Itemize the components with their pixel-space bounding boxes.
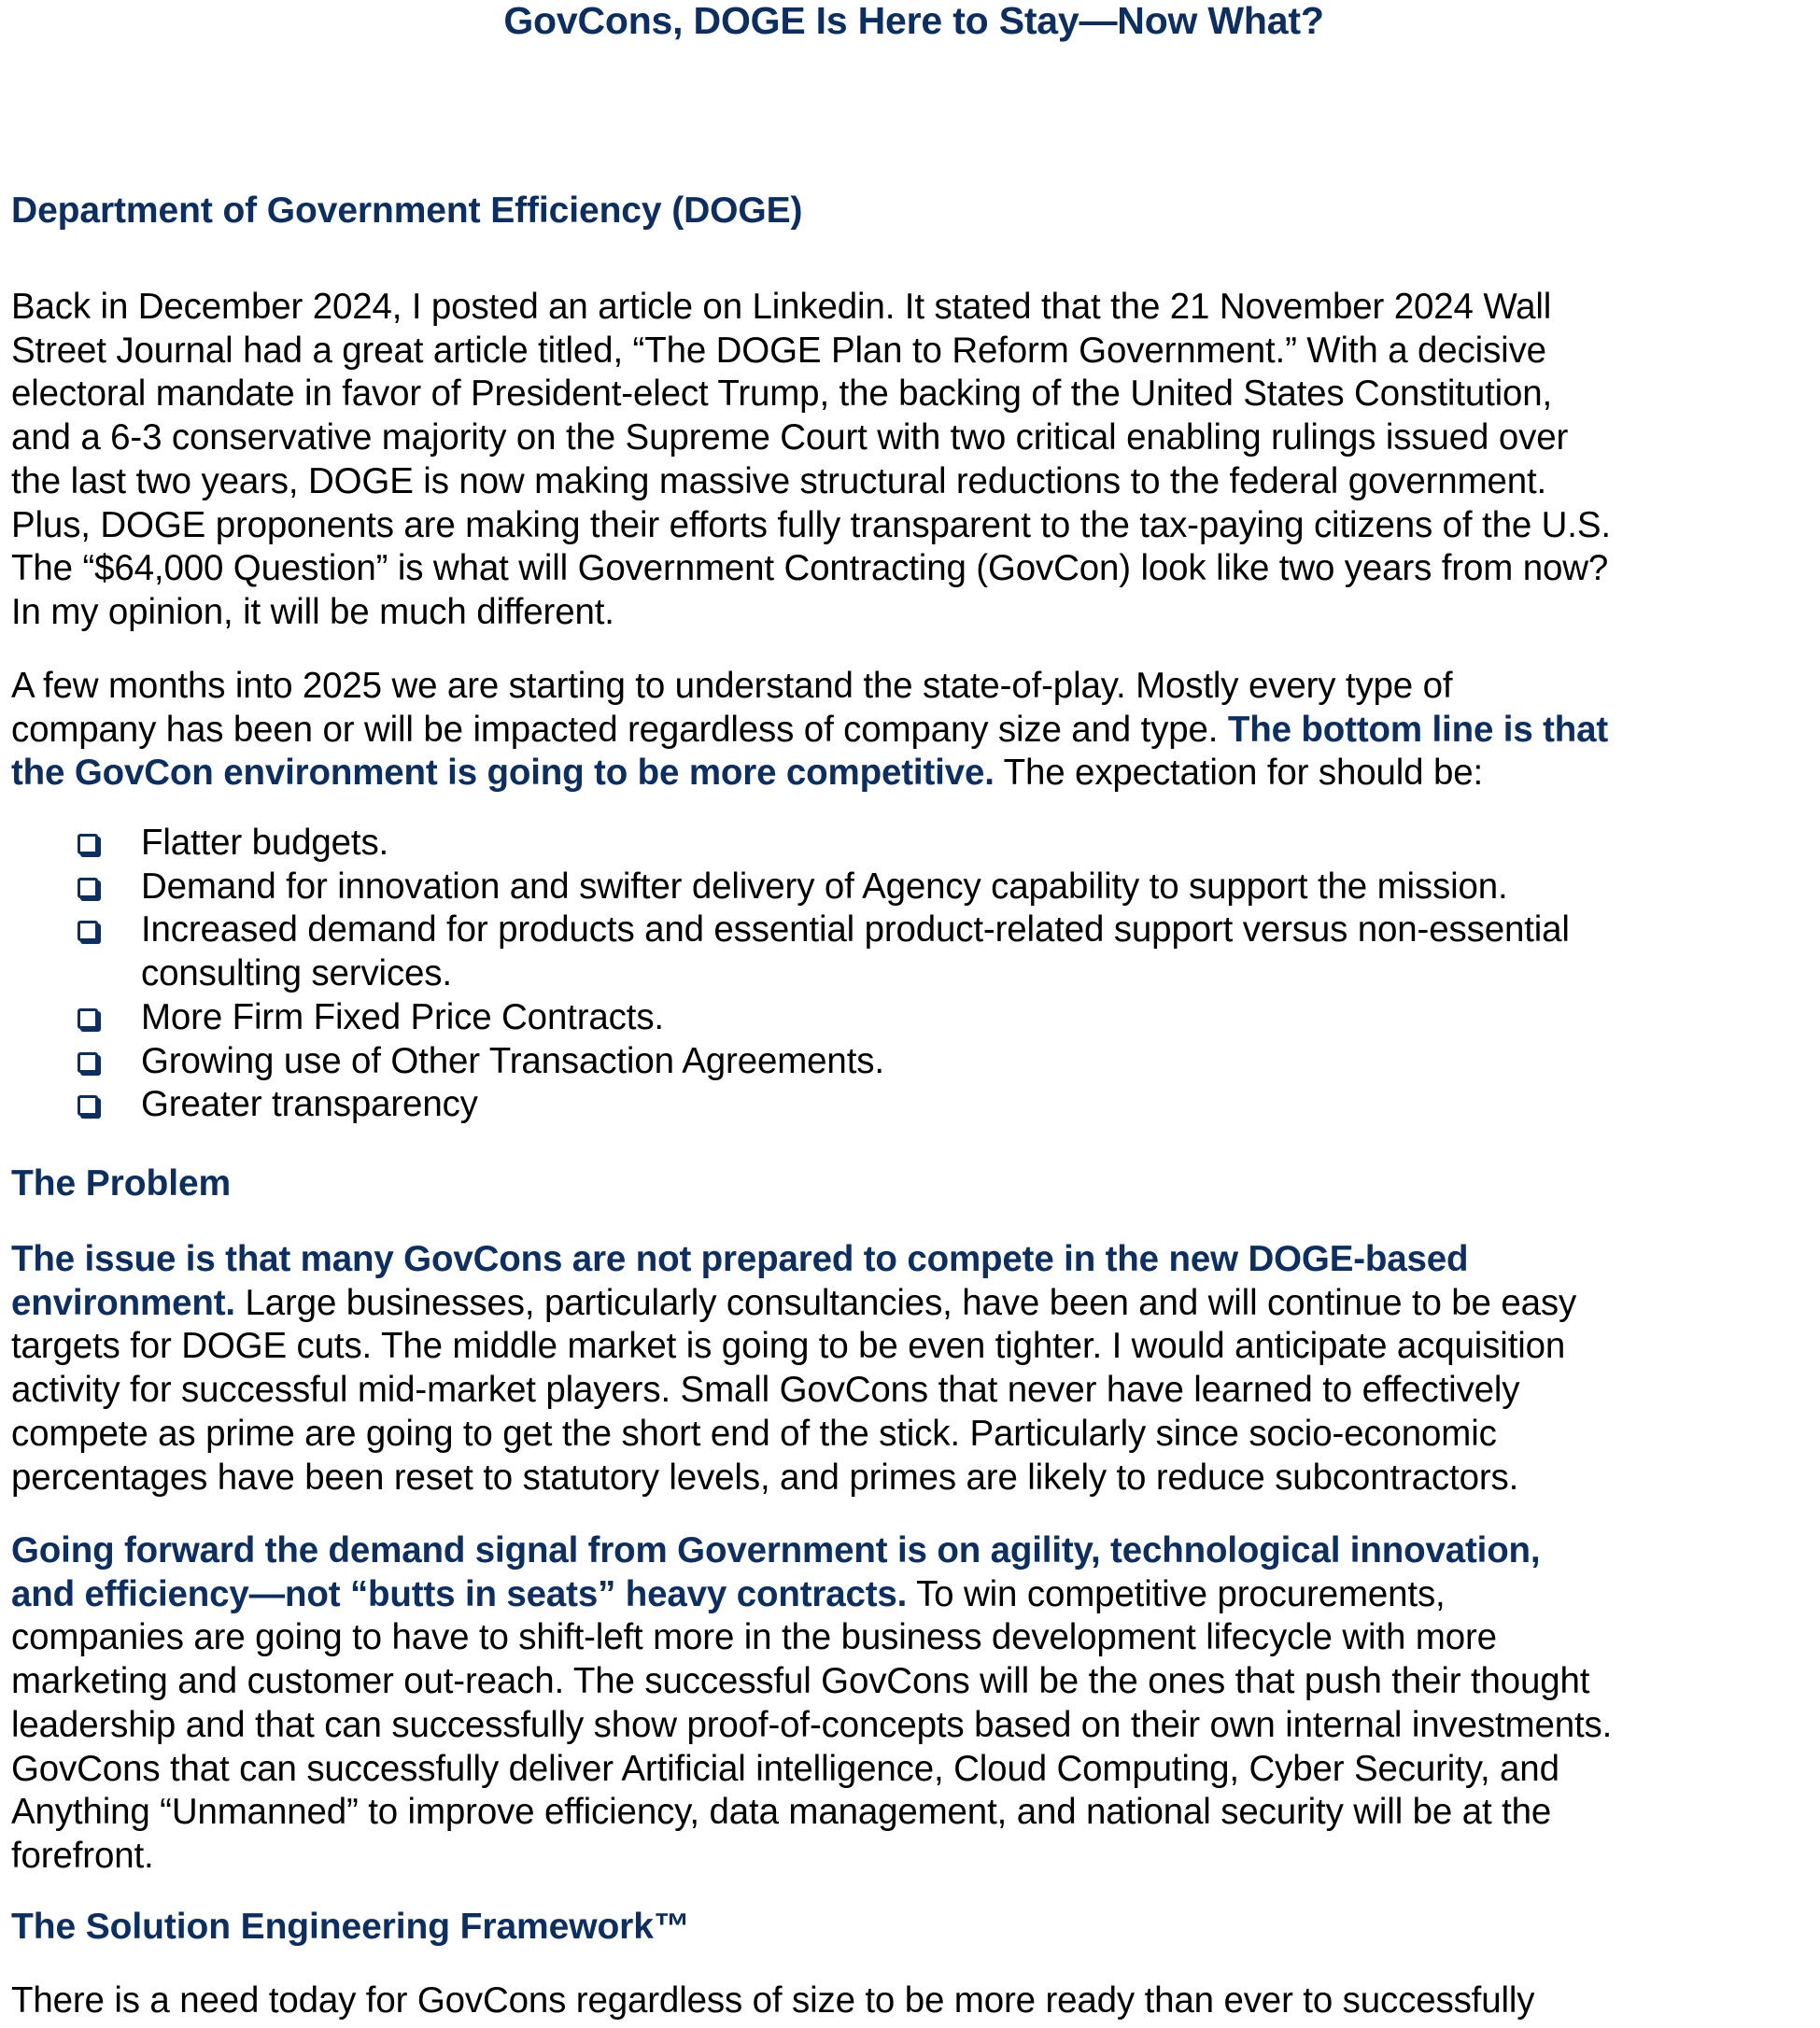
list-item-text: Greater transparency <box>141 1084 478 1125</box>
paragraph-line: percentages have been reset to statutory levels, and primes are likely to reduce subcontractors. <box>11 1457 1519 1498</box>
paragraph-line: There is a need today for GovCons regardless of size to be more ready than ever to successfully <box>11 1980 1535 2021</box>
checkbox-square-icon <box>78 878 98 898</box>
checkbox-square-icon <box>78 921 98 941</box>
problem-paragraph <box>11 1238 1809 1500</box>
paragraph-line: GovCons that can successfully deliver Artificial intelligence, Cloud Computing, Cyber Security, and <box>11 1748 1559 1789</box>
list-item-text: Growing use of Other Transaction Agreements. <box>141 1040 884 1081</box>
paragraph-line: Back in December 2024, I posted an article on Linkedin. It stated that the 21 November 2024 Wall <box>11 287 1552 327</box>
list-item <box>65 908 1570 995</box>
emphasis-text: the GovCon environment is going to be more competitive. <box>11 753 995 794</box>
plain-text: Large businesses, particularly consultancies, have been and will continue to be easy <box>234 1282 1577 1323</box>
list-item <box>65 996 1570 1040</box>
list-item <box>65 1040 1570 1084</box>
paragraph-line: forefront. <box>11 1835 154 1876</box>
emphasis-text: The issue is that many GovCons are not prepared to compete in the new DOGE-based <box>11 1239 1469 1279</box>
paragraph-line: companies are going to have to shift-left more in the business development lifecycle with more <box>11 1617 1497 1658</box>
document-title: GovCons, DOGE Is Here to Stay—Now What? <box>503 0 1324 42</box>
paragraph-line: Street Journal had a great article titled, “The DOGE Plan to Reform Government.” With a decisive <box>11 330 1546 371</box>
plain-text: To win competitive procurements, <box>907 1573 1446 1614</box>
paragraph-line: The “$64,000 Question” is what will Government Contracting (GovCon) look like two years from now? <box>11 548 1609 589</box>
paragraph-line: and a 6-3 conservative majority on the Supreme Court with two critical enabling rulings issued over <box>11 417 1569 458</box>
emphasis-text: and efficiency—not “butts in seats” heavy contracts. <box>11 1573 908 1614</box>
paragraph-line: In my opinion, it will be much different. <box>11 591 614 632</box>
intro-paragraph <box>11 286 1809 635</box>
paragraph-line <box>11 1573 1809 1617</box>
paragraph-line: the last two years, DOGE is now making massive structural reductions to the federal government. <box>11 460 1547 501</box>
plain-text: company has been or will be impacted regardless of company size and type. <box>11 709 1228 750</box>
list-item-text: Flatter budgets. <box>141 823 389 863</box>
paragraph-line <box>11 709 1809 753</box>
paragraph-line: Anything “Unmanned” to improve efficiency, data management, and national security will be at the <box>11 1792 1552 1833</box>
paragraph-line: leadership and that can successfully show proof-of-concepts based on their own internal investments. <box>11 1704 1613 1745</box>
list-item <box>65 866 1570 909</box>
paragraph-line: Plus, DOGE proponents are making their efforts fully transparent to the tax-paying citizens of the U.S. <box>11 504 1611 545</box>
solution-paragraph <box>11 1979 1809 2023</box>
checkbox-square-icon <box>78 834 98 854</box>
emphasis-text: Going forward the demand signal from Government is on agility, technological innovation, <box>11 1530 1541 1570</box>
paragraph-line: targets for DOGE cuts. The middle market is going to be even tighter. I would anticipate acquisition <box>11 1326 1566 1367</box>
paragraph-line: electoral mandate in favor of President-elect Trump, the backing of the United States Constitution, <box>11 373 1553 415</box>
demand-signal-paragraph <box>11 1529 1809 1879</box>
emphasis-text: environment. <box>11 1282 235 1323</box>
list-item-text: More Firm Fixed Price Contracts. <box>141 996 664 1037</box>
list-item <box>65 1083 1570 1127</box>
list-item-text: Demand for innovation and swifter delivery of Agency capability to support the mission. <box>141 866 1508 907</box>
paragraph-line: marketing and customer out-reach. The successful GovCons will be the ones that push their thought <box>11 1661 1590 1702</box>
checkbox-square-icon <box>78 1052 98 1073</box>
emphasis-text: The bottom line is that <box>1227 709 1609 750</box>
paragraph-line: A few months into 2025 we are starting to understand the state-of-play. Mostly every type of <box>11 666 1453 706</box>
state-of-play-paragraph <box>11 665 1809 796</box>
plain-text: The expectation for should be: <box>994 753 1484 794</box>
paragraph-line: compete as prime are going to get the short end of the stick. Particularly since socio-economic <box>11 1413 1497 1454</box>
expectations-list <box>65 822 1570 1127</box>
section-heading-doge: Department of Government Efficiency (DOGE) <box>11 190 803 231</box>
list-item <box>65 822 1570 866</box>
paragraph-line <box>11 1282 1809 1326</box>
checkbox-square-icon <box>78 1095 98 1116</box>
paragraph-line <box>11 752 1809 796</box>
list-item-text: consulting services. <box>141 953 452 994</box>
list-item-text: Increased demand for products and essential product-related support versus non-essential <box>141 909 1570 951</box>
checkbox-square-icon <box>78 1008 98 1029</box>
section-heading-solution: The Solution Engineering Framework™ <box>11 1907 690 1947</box>
paragraph-line: activity for successful mid-market players. Small GovCons that never have learned to effectively <box>11 1370 1520 1411</box>
section-heading-problem: The Problem <box>11 1163 232 1204</box>
